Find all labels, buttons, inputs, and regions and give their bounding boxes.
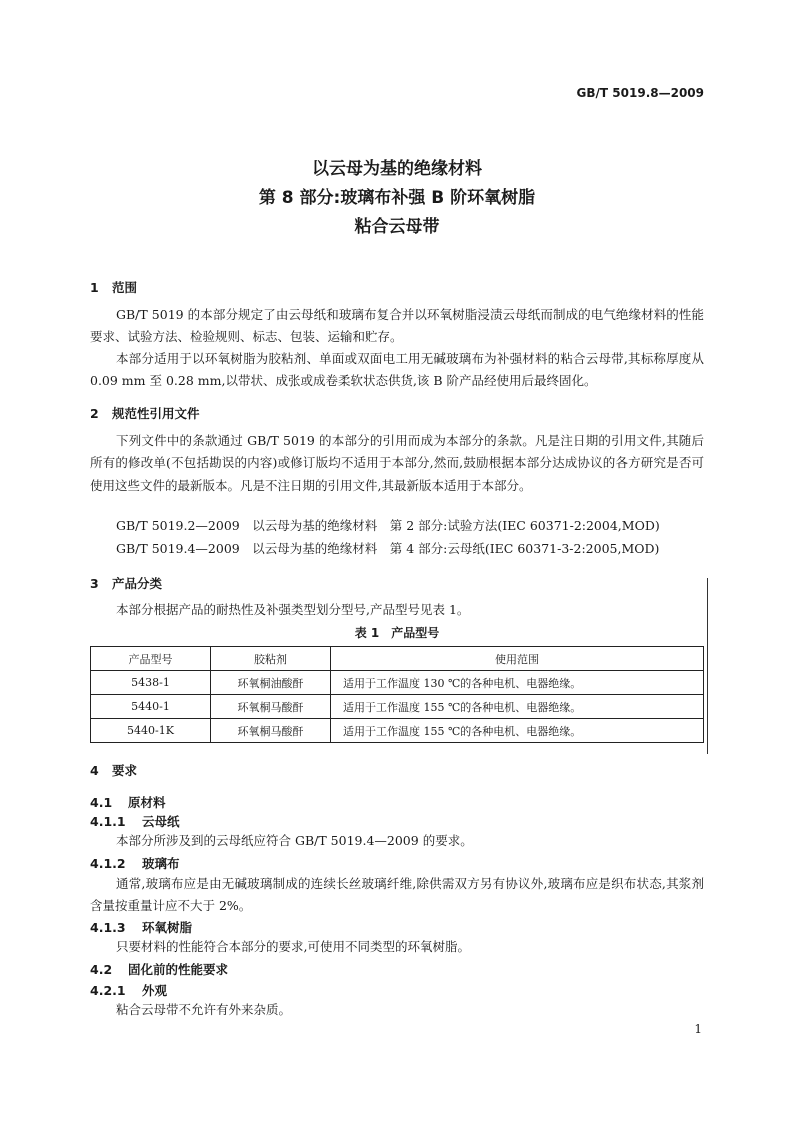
section-number: 1 xyxy=(90,280,99,295)
section-number: 4.1.1 xyxy=(90,814,126,829)
section-title: 规范性引用文件 xyxy=(112,406,200,421)
section-number: 4.1.2 xyxy=(90,856,126,871)
table-row xyxy=(91,671,704,695)
table-cell: 适用于工作温度 155 ℃的各种电机、电器绝缘。 xyxy=(331,719,704,743)
section-number: 4.2.1 xyxy=(90,983,126,998)
product-type-table xyxy=(90,646,704,743)
margin-rule xyxy=(707,578,708,754)
section-4-1-1-heading xyxy=(90,812,180,830)
section-4-2-heading xyxy=(90,960,228,978)
table-cell: 适用于工作温度 155 ℃的各种电机、电器绝缘。 xyxy=(331,695,704,719)
section-4-2-1-heading xyxy=(90,981,167,999)
section-number: 4.1 xyxy=(90,795,113,810)
section-title: 要求 xyxy=(112,763,138,778)
table-cell: 环氧桐马酸酐 xyxy=(211,719,331,743)
section-2-heading xyxy=(90,404,200,422)
section-title: 玻璃布 xyxy=(142,856,180,871)
section-4-1-heading xyxy=(90,793,166,811)
section-4-heading xyxy=(90,761,137,779)
table-header-cell: 胶粘剂 xyxy=(211,647,331,671)
title-line-2: 第 8 部分:玻璃布补强 B 阶环氧树脂 xyxy=(258,188,536,208)
section-title: 原材料 xyxy=(128,795,166,810)
section-4-1-3-paragraph: 只要材料的性能符合本部分的要求,可使用不同类型的环氧树脂。 xyxy=(116,939,470,954)
table-cell: 5438-1 xyxy=(91,671,211,695)
table-row xyxy=(91,695,704,719)
table-1-caption: 表 1 产品型号 xyxy=(354,626,440,640)
table-cell: 环氧桐油酸酐 xyxy=(211,671,331,695)
table-header-cell: 产品型号 xyxy=(91,647,211,671)
normative-reference-2: GB/T 5019.4—2009 以云母为基的绝缘材料 第 4 部分:云母纸(IEC 60371-3-2:2005,MOD) xyxy=(116,541,660,556)
table-header-row xyxy=(91,647,704,671)
table-row xyxy=(91,719,704,743)
section-number: 2 xyxy=(90,406,99,421)
section-number: 4.1.3 xyxy=(90,920,126,935)
section-title: 环氧树脂 xyxy=(142,920,193,935)
table-cell: 环氧桐马酸酐 xyxy=(211,695,331,719)
section-4-1-2-heading xyxy=(90,854,180,872)
table-header-cell: 使用范围 xyxy=(331,647,704,671)
section-4-1-2-paragraph: 通常,玻璃布应是由无碱玻璃制成的连续长丝玻璃纤维,除供需双方另有协议外,玻璃布应是织布状态,其浆剂含量按重量计应不大于 2%。 xyxy=(90,876,704,914)
section-3-paragraph: 本部分根据产品的耐热性及补强类型划分型号,产品型号见表 1。 xyxy=(116,602,470,617)
table-cell: 5440-1 xyxy=(91,695,211,719)
section-1-paragraph-2: 本部分适用于以环氧树脂为胶粘剂、单面或双面电工用无碱玻璃布为补强材料的粘合云母带,其标称厚度从 0.09 mm 至 0.28 mm,以带状、成张或成卷柔软状态供货,该 B 阶产品经使用后最终固化。 xyxy=(90,351,704,389)
section-4-2-1-paragraph: 粘合云母带不允许有外来杂质。 xyxy=(116,1002,292,1017)
section-3-heading xyxy=(90,574,162,592)
section-2-paragraph: 下列文件中的条款通过 GB/T 5019 的本部分的引用而成为本部分的条款。凡是注日期的引用文件,其随后所有的修改单(不包括勘误的内容)或修订版均不适用于本部分,然而,鼓励根据本部分达成协议的各方研究是否可使用这些文件的最新版本。凡是不注日期的引用文件,其最新版本适用于本部分。 xyxy=(90,433,704,493)
section-number: 3 xyxy=(90,576,99,591)
standard-code: GB/T 5019.8—2009 xyxy=(576,86,704,100)
table-cell: 适用于工作温度 130 ℃的各种电机、电器绝缘。 xyxy=(331,671,704,695)
section-4-1-1-paragraph: 本部分所涉及到的云母纸应符合 GB/T 5019.4—2009 的要求。 xyxy=(116,833,473,848)
section-title: 固化前的性能要求 xyxy=(128,962,229,977)
section-1-heading xyxy=(90,278,137,296)
title-line-1: 以云母为基的绝缘材料 xyxy=(312,159,482,179)
section-title: 范围 xyxy=(112,280,138,295)
section-title: 产品分类 xyxy=(112,576,163,591)
page-number: 1 xyxy=(694,1022,702,1036)
section-4-1-3-heading xyxy=(90,918,192,936)
section-title: 外观 xyxy=(142,983,168,998)
table-cell: 5440-1K xyxy=(91,719,211,743)
section-title: 云母纸 xyxy=(142,814,180,829)
normative-reference-1: GB/T 5019.2—2009 以云母为基的绝缘材料 第 2 部分:试验方法(IEC 60371-2:2004,MOD) xyxy=(116,518,660,533)
section-number: 4.2 xyxy=(90,962,113,977)
section-1-paragraph-1: GB/T 5019 的本部分规定了由云母纸和玻璃布复合并以环氧树脂浸渍云母纸而制成的电气绝缘材料的性能要求、试验方法、检验规则、标志、包装、运输和贮存。 xyxy=(90,307,704,345)
title-line-3: 粘合云母带 xyxy=(354,217,440,237)
section-number: 4 xyxy=(90,763,99,778)
